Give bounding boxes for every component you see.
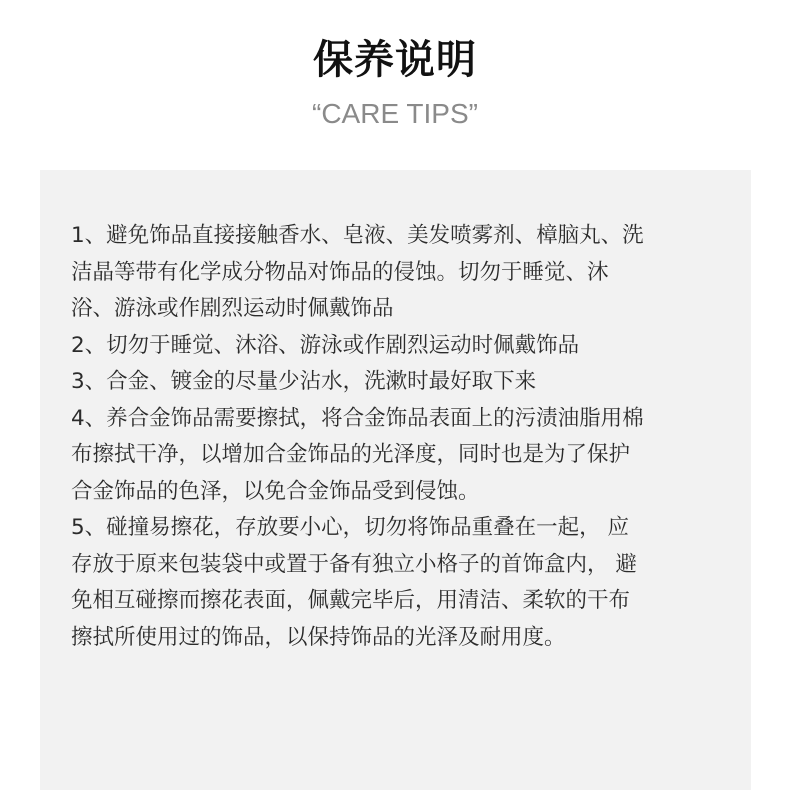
tip-line: 2、切勿于睡觉、沐浴、游泳或作剧烈运动时佩戴饰品 xyxy=(71,332,580,358)
tip-line: 浴、游泳或作剧烈运动时佩戴饰品 xyxy=(71,296,394,321)
tip-line: 3、合金、镀金的尽量少沾水，洗漱时最好取下来 xyxy=(71,369,537,394)
tip-line: 擦拭所使用过的饰品，以保持饰品的光泽及耐用度。 xyxy=(71,624,566,650)
tip-line: 布擦拭干净，以增加合金饰品的光泽度，同时也是为了保护 xyxy=(71,442,631,467)
tip-line: 4、养合金饰品需要擦拭，将合金饰品表面上的污渍油脂用棉 xyxy=(71,405,644,431)
page-subtitle: “CARE TIPS” xyxy=(312,98,478,129)
tip-line: 存放于原来包装袋中或置于备有独立小格子的首饰盒内， 避 xyxy=(71,551,637,577)
tip-line: 免相互碰擦而擦花表面，佩戴完毕后，用清洁、柔软的干布 xyxy=(71,588,631,613)
tip-line: 洁晶等带有化学成分物品对饰品的侵蚀。切勿于睡觉、沐 xyxy=(71,259,609,285)
tip-line: 5、碰撞易擦花，存放要小心，切勿将饰品重叠在一起， 应 xyxy=(71,515,630,540)
tips-text-block xyxy=(71,218,721,656)
tip-line: 1、避免饰品直接接触香水、皂液、美发喷雾剂、樟脑丸、洗 xyxy=(71,223,644,248)
page-title: 保养说明 xyxy=(313,37,477,83)
tip-line: 合金饰品的色泽，以免合金饰品受到侵蚀。 xyxy=(71,478,480,504)
